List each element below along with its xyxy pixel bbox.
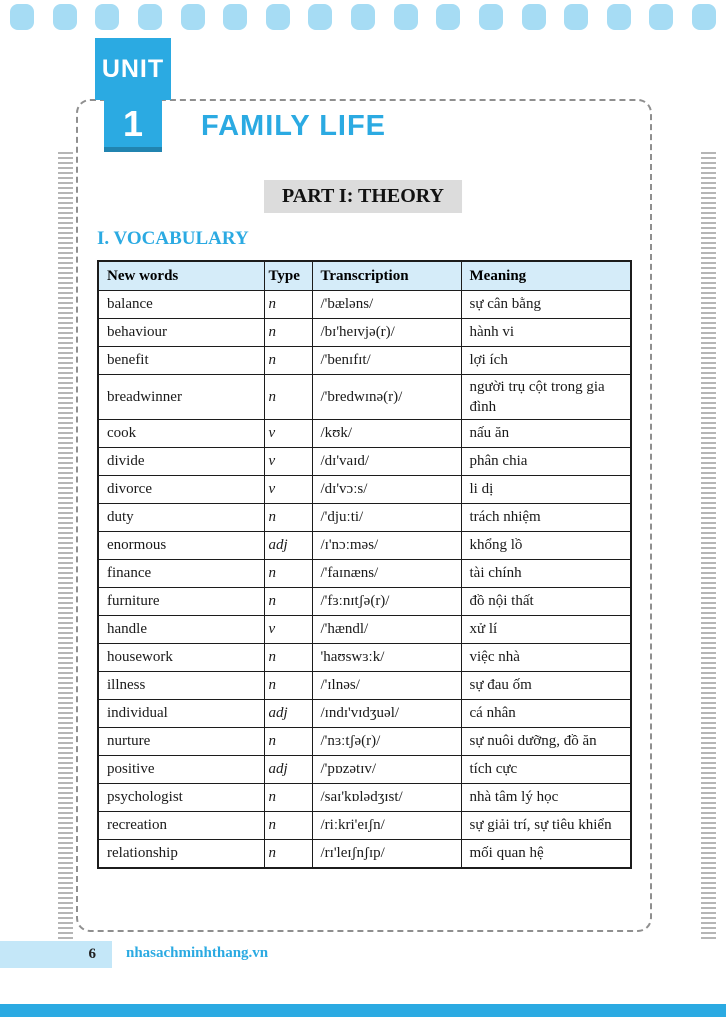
cell-word: duty — [98, 504, 264, 532]
table-row — [98, 588, 631, 616]
table-row — [98, 700, 631, 728]
cell-type: v — [264, 476, 312, 504]
vocabulary-table — [97, 260, 632, 869]
cell-type: n — [264, 290, 312, 318]
column-header-meaning: Meaning — [461, 261, 631, 290]
cell-type: adj — [264, 756, 312, 784]
cell-transcription: /'bæləns/ — [312, 290, 461, 318]
cell-meaning: trách nhiệm — [461, 504, 631, 532]
cell-type: n — [264, 504, 312, 532]
cell-transcription: /rɪ'leɪʃnʃɪp/ — [312, 840, 461, 868]
binding-tab — [436, 4, 460, 30]
table-row — [98, 374, 631, 420]
cell-meaning: sự đau ốm — [461, 672, 631, 700]
unit-badge — [95, 38, 171, 152]
cell-transcription: /'faɪnæns/ — [312, 560, 461, 588]
cell-meaning: sự cân bằng — [461, 290, 631, 318]
cell-transcription: /ɪ'nɔːməs/ — [312, 532, 461, 560]
cell-type: n — [264, 346, 312, 374]
table-row — [98, 672, 631, 700]
binding-strip — [10, 4, 716, 30]
table-header-row — [98, 261, 631, 290]
table-row — [98, 448, 631, 476]
cell-word: positive — [98, 756, 264, 784]
cell-word: behaviour — [98, 318, 264, 346]
binding-tab — [522, 4, 546, 30]
table-row — [98, 728, 631, 756]
unit-label: UNIT — [95, 38, 171, 100]
publisher-website: nhasachminhthang.vn — [126, 945, 269, 961]
cell-transcription: /'benɪfɪt/ — [312, 346, 461, 374]
cell-transcription: /'nɜːtʃə(r)/ — [312, 728, 461, 756]
binding-tab — [223, 4, 247, 30]
cell-type: v — [264, 420, 312, 448]
cell-type: n — [264, 560, 312, 588]
cell-type: n — [264, 784, 312, 812]
cell-meaning: mối quan hệ — [461, 840, 631, 868]
cell-word: psychologist — [98, 784, 264, 812]
right-serrated-edge — [701, 152, 716, 940]
cell-transcription: /'pɒzətɪv/ — [312, 756, 461, 784]
cell-type: adj — [264, 700, 312, 728]
cell-transcription: /saɪ'kɒlədʒɪst/ — [312, 784, 461, 812]
table-row — [98, 532, 631, 560]
cell-meaning: cá nhân — [461, 700, 631, 728]
cell-transcription: /'fɜːnɪtʃə(r)/ — [312, 588, 461, 616]
table-row — [98, 840, 631, 868]
cell-word: cook — [98, 420, 264, 448]
cell-word: individual — [98, 700, 264, 728]
cell-type: n — [264, 812, 312, 840]
column-header-new-words: New words — [98, 261, 264, 290]
cell-type: n — [264, 374, 312, 420]
cell-type: n — [264, 672, 312, 700]
binding-tab — [53, 4, 77, 30]
cell-meaning: li dị — [461, 476, 631, 504]
binding-tab — [95, 4, 119, 30]
cell-word: housework — [98, 644, 264, 672]
binding-tab — [138, 4, 162, 30]
table-row — [98, 784, 631, 812]
cell-meaning: xử lí — [461, 616, 631, 644]
cell-meaning: đồ nội thất — [461, 588, 631, 616]
page-number: 6 — [88, 946, 96, 962]
table-row — [98, 504, 631, 532]
cell-type: n — [264, 318, 312, 346]
cell-word: illness — [98, 672, 264, 700]
binding-tab — [649, 4, 673, 30]
cell-word: divide — [98, 448, 264, 476]
cell-type: v — [264, 616, 312, 644]
cell-word: relationship — [98, 840, 264, 868]
table-row — [98, 560, 631, 588]
cell-transcription: /'hændl/ — [312, 616, 461, 644]
column-header-type: Type — [264, 261, 312, 290]
section-title-vocabulary: I. VOCABULARY — [97, 228, 249, 249]
cell-type: adj — [264, 532, 312, 560]
cell-type: n — [264, 840, 312, 868]
cell-meaning: phân chia — [461, 448, 631, 476]
unit-title: FAMILY LIFE — [201, 110, 387, 142]
cell-type: n — [264, 644, 312, 672]
cell-meaning: tài chính — [461, 560, 631, 588]
cell-word: benefit — [98, 346, 264, 374]
binding-tab — [692, 4, 716, 30]
cell-meaning: sự nuôi dưỡng, đồ ăn — [461, 728, 631, 756]
column-header-transcription: Transcription — [312, 261, 461, 290]
cell-meaning: người trụ cột trong gia đình — [461, 374, 631, 420]
binding-tab — [564, 4, 588, 30]
cell-meaning: khổng lồ — [461, 532, 631, 560]
cell-transcription: /'ɪlnəs/ — [312, 672, 461, 700]
cell-word: enormous — [98, 532, 264, 560]
unit-number: 1 — [104, 100, 162, 152]
table-row — [98, 644, 631, 672]
left-serrated-edge — [58, 152, 73, 940]
vocab-table-body — [98, 290, 631, 868]
table-row — [98, 346, 631, 374]
cell-meaning: nấu ăn — [461, 420, 631, 448]
cell-type: v — [264, 448, 312, 476]
cell-word: breadwinner — [98, 374, 264, 420]
bottom-accent-bar — [0, 1004, 726, 1017]
cell-transcription: /kʊk/ — [312, 420, 461, 448]
binding-tab — [181, 4, 205, 30]
table-row — [98, 290, 631, 318]
cell-type: n — [264, 728, 312, 756]
binding-tab — [308, 4, 332, 30]
cell-transcription: /'djuːti/ — [312, 504, 461, 532]
cell-meaning: tích cực — [461, 756, 631, 784]
cell-word: furniture — [98, 588, 264, 616]
table-row — [98, 318, 631, 346]
cell-transcription: /ɪndɪ'vɪdʒuəl/ — [312, 700, 461, 728]
table-row — [98, 420, 631, 448]
cell-word: divorce — [98, 476, 264, 504]
cell-meaning: việc nhà — [461, 644, 631, 672]
table-row — [98, 616, 631, 644]
table-row — [98, 476, 631, 504]
binding-tab — [479, 4, 503, 30]
cell-word: balance — [98, 290, 264, 318]
binding-tab — [351, 4, 375, 30]
cell-meaning: nhà tâm lý học — [461, 784, 631, 812]
cell-meaning: sự giải trí, sự tiêu khiển — [461, 812, 631, 840]
cell-word: recreation — [98, 812, 264, 840]
cell-transcription: /'bredwɪnə(r)/ — [312, 374, 461, 420]
cell-transcription: /bɪ'heɪvjə(r)/ — [312, 318, 461, 346]
binding-tab — [10, 4, 34, 30]
cell-transcription: 'haʊswɜːk/ — [312, 644, 461, 672]
cell-word: finance — [98, 560, 264, 588]
cell-transcription: /dɪ'vaɪd/ — [312, 448, 461, 476]
cell-meaning: hành vi — [461, 318, 631, 346]
cell-transcription: /dɪ'vɔːs/ — [312, 476, 461, 504]
cell-meaning: lợi ích — [461, 346, 631, 374]
table-row — [98, 756, 631, 784]
binding-tab — [266, 4, 290, 30]
cell-word: handle — [98, 616, 264, 644]
table-row — [98, 812, 631, 840]
cell-transcription: /riːkri'eɪʃn/ — [312, 812, 461, 840]
binding-tab — [394, 4, 418, 30]
cell-word: nurture — [98, 728, 264, 756]
page-number-strip — [0, 941, 112, 968]
part-header: PART I: THEORY — [264, 180, 462, 213]
cell-type: n — [264, 588, 312, 616]
binding-tab — [607, 4, 631, 30]
